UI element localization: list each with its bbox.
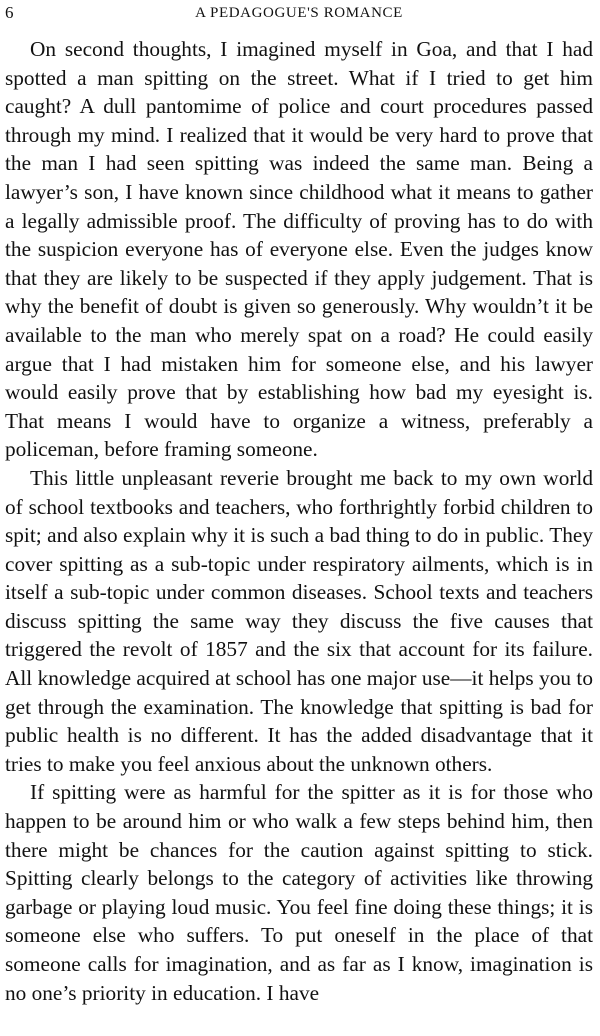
paragraph-spitting-in-goa: On second thoughts, I imagined myself in Goa, and that I had spotted a man spitting on the street. What if I tried to get him caught? A dull pantomime of police and court procedures passed through my mind. I realized that it would be very hard to prove that the man I had seen spitting was indeed the same man. Being a lawyer’s son, I have known since childhood what it means to gather a legally admissible proof. The difficulty of proving has to do with the suspicion everyone has of everyone else. Even the judges know that they are likely to be suspected if they apply judgement. That is why the benefit of doubt is given so generously. Why wouldn’t it be available to the man who merely spat on a road? He could easily argue that I had mistaken him for someone else, and his lawyer would easily prove that by establishing how bad my eyesight is. That means I would have to organize a witness, preferably a policeman, before framing someone. xyxy=(5,37,593,462)
paragraph-harm-to-others: If spitting were as harmful for the spitter as it is for those who happen to be around him or who walk a few steps behind him, then there might be chances for the caution against spitting to stick. Spitting clearly belongs to the category of activities like throwing garbage or playing loud music. You feel fine doing these things; it is someone else who suffers. To put oneself in the place of that someone calls for imagination, and as far as I know, imagination is no one’s priority in education. I have xyxy=(5,780,593,1005)
paragraph-school-textbooks: This little unpleasant reverie brought me back to my own world of school textbooks and teachers, who forthrightly forbid children to spit; and also explain why it is such a bad thing to do in public. They cover spitting as a sub-topic under respiratory ailments, which is in itself a sub-topic under common diseases. School texts and teachers discuss spitting the same way they discuss the five causes that triggered the revolt of 1857 and the six that account for its failure. All knowledge acquired at school has one major use—it helps you to get through the examination. The knowledge that spitting is bad for public health is no different. It has the added disadvantage that it tries to make you feel anxious about the unknown others. xyxy=(5,465,593,776)
body-text xyxy=(5,35,593,1007)
running-header xyxy=(5,0,593,26)
page-number: 6 xyxy=(5,3,14,22)
running-title: A PEDAGOGUE'S ROMANCE xyxy=(195,5,403,21)
